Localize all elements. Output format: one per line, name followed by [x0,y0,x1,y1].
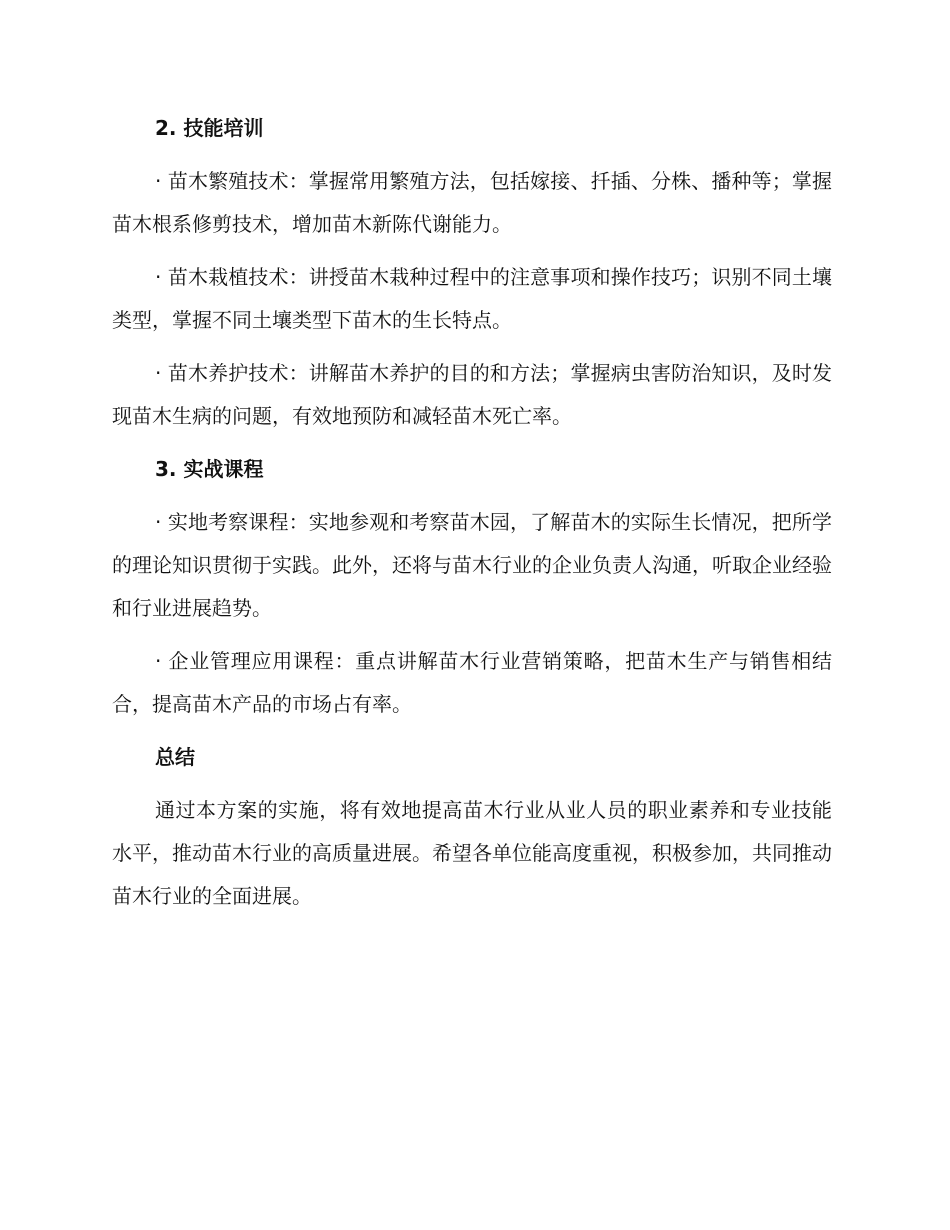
paragraph-summary: 通过本方案的实施，将有效地提高苗木行业从业人员的职业素养和专业技能水平，推动苗木行业的高质量进展。希望各单位能高度重视，积极参加，共同推动苗木行业的全面进展。 [112,798,832,908]
paragraph-maintenance: · 苗木养护技术：讲解苗木养护的目的和方法；掌握病虫害防治知识，及时发现苗木生病的问题，有效地预防和减轻苗木死亡率。 [112,361,832,428]
section-heading-summary: 总结 [155,745,195,769]
paragraph-field-study: · 实地考察课程：实地参观和考察苗木园，了解苗木的实际生长情况，把所学的理论知识贯彻于实践。此外，还将与苗木行业的企业负责人沟通，听取企业经验和行业进展趋势。 [112,510,832,620]
section-heading-skills: 2. 技能培训 [155,116,264,140]
document-body [112,107,832,928]
paragraph-propagation: · 苗木繁殖技术：掌握常用繁殖方法，包括嫁接、扦插、分株、播种等；掌握苗木根系修剪技术，增加苗木新陈代谢能力。 [112,169,832,236]
paragraph-planting: · 苗木栽植技术：讲授苗木栽种过程中的注意事项和操作技巧；识别不同土壤类型，掌握不同土壤类型下苗木的生长特点。 [112,265,832,332]
section-heading-practice: 3. 实战课程 [155,457,264,481]
paragraph-management: · 企业管理应用课程：重点讲解苗木行业营销策略，把苗木生产与销售相结合，提高苗木产品的市场占有率。 [112,649,832,716]
